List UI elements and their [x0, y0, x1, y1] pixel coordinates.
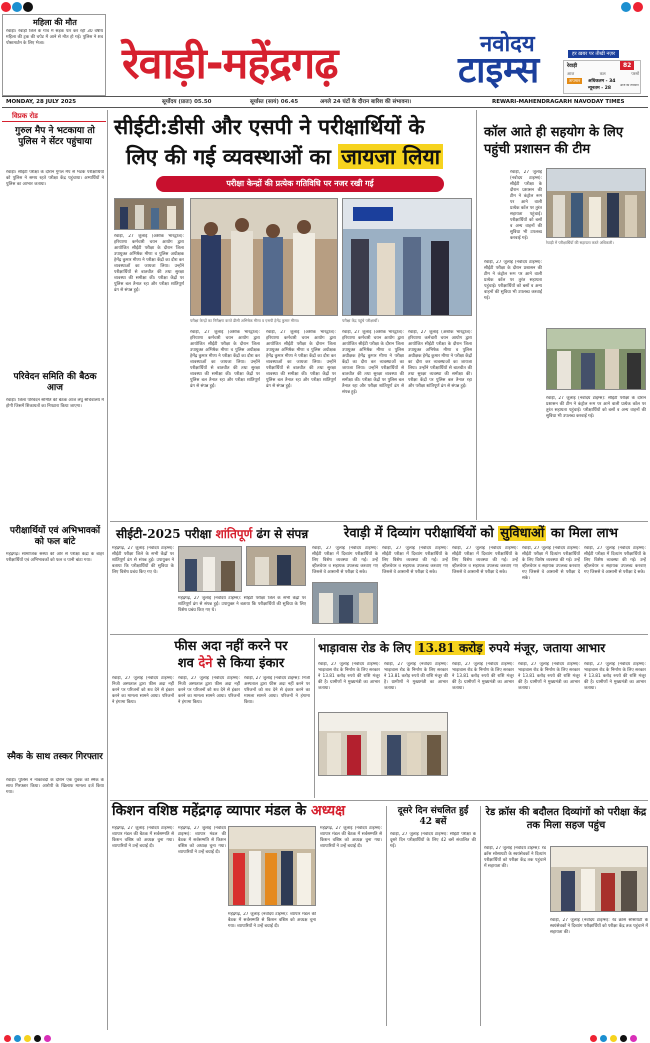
lead-subhead: परीक्षा केन्द्रों की प्रत्येक गतिविधि पर नजर रखी गई [226, 179, 374, 188]
lead-body-col2: रेवाड़ी, 27 जुलाई (अशोक भारद्वाज): हरियाणा कर्मचारी चयन आयोग द्वारा आयोजित सीईटी परीक्षा के दौरान जिला उपायुक्त अभिषेक मीणा व पुलिस अधीक्षक हेमेंद्र कुमार मीणा ने परीक्षा केंद्रों का दौरा कर व्यवस्थाओं का जायजा लिया। उन्होंने परीक्षार्थियों से बातचीत की तथा सुरक्षा व्यवस्था की समीक्षा की। परीक्षा केंद्रों पर पुलिस बल तैनात रहा और परीक्षा शांतिपूर्ण ढंग से संपन्न हुई। [190, 330, 260, 389]
row4-right-photo-image [551, 847, 648, 912]
lead-caption-1: परीक्षा केन्द्रों का निरीक्षण करते डीसी अभिषेक मीणा व एसपी हेमेंद्र कुमार मीणा। [190, 318, 300, 323]
lead-headline-2 [126, 144, 443, 170]
date-text: MONDAY, 28 JULY 2025 [6, 99, 77, 105]
row3-left-headline-line1: फीस अदा नहीं करने पर [174, 639, 288, 654]
row4-left-body-col2: महेंद्रगढ़, 27 जुलाई (नवोदय टाइम्स): व्यापार मंडल की बैठक में सर्वसम्मति से किशन वशिष्ठ को अध्यक्ष चुना गया। व्यापारियों ने उन्हें बधाई दी। [178, 826, 226, 855]
paper-name: REWARI-MAHENDRAGARH NAVODAY TIMES [492, 99, 625, 105]
row4-left-body-col4: महेंद्रगढ़, 27 जुलाई (नवोदय टाइम्स): व्यापार मंडल की बैठक में सर्वसम्मति से किशन वशिष्ठ को अध्यक्ष चुना गया। व्यापारियों ने उन्हें बधाई दी। [320, 826, 382, 849]
sidebar-story1-title: गुरुल मैप ने भटकाया तो पुलिस ने सेंटर पहुंचाया [15, 126, 95, 147]
sidebar-box-text: रेवाड़ी। रेवाड़ी जिले के गांव में सड़क पार कर रही 30 वर्षीय महिला की ट्रक की चपेट में आने से मौत हो गई। पुलिस ने शव पोस्टमार्टम के लिए भेजा। [6, 29, 103, 46]
row3-right-body-col3: रेवाड़ी, 27 जुलाई (नवोदय टाइम्स): भाड़ावास रोड के निर्माण के लिए सरकार ने 13.81 करोड़ रुपये की राशि मंजूर की है। ग्रामीणों ने मुख्यमंत्री का आभार जताया। [452, 662, 514, 691]
right-top-body-col2: रेवाड़ी, 27 जुलाई (नवोदय टाइम्स): सीईटी परीक्षा के दौरान प्रशासन की टीम ने कंट्रोल रूम पर आने वाली प्रत्येक कॉल पर तुरंत सहायता पहुंचाई। परीक्षार्थियों को बसों व अन्य वाहनों की सुविधा भी उपलब्ध करवाई गई। [484, 260, 542, 301]
right-top-photo-2 [546, 328, 646, 390]
masthead-title-left: रेवाड़ी-महेंद्रगढ़ [122, 39, 338, 89]
lead-body-col3: रेवाड़ी, 27 जुलाई (अशोक भारद्वाज): हरियाणा कर्मचारी चयन आयोग द्वारा आयोजित सीईटी परीक्षा के दौरान जिला उपायुक्त अभिषेक मीणा व पुलिस अधीक्षक हेमेंद्र कुमार मीणा ने परीक्षा केंद्रों का दौरा कर व्यवस्थाओं का जायजा लिया। उन्होंने परीक्षार्थियों से बातचीत की तथा सुरक्षा व्यवस्था की समीक्षा की। परीक्षा केंद्रों पर पुलिस बल तैनात रहा और परीक्षा शांतिपूर्ण ढंग से संपन्न हुई। [266, 330, 336, 389]
row2-left-highlight: शांतिपूर्ण [215, 527, 253, 541]
weather-stat-dayafter: परसों [631, 71, 639, 76]
row4-mid-headline: दूसरे दिन संचलित हुईं 42 बसें [397, 806, 469, 827]
row4-left-photo-image [229, 827, 316, 906]
forecast-text: अगले 24 घंटों के दौरान बारिश की संभावना। [320, 99, 412, 105]
row2-right-body-col3: रेवाड़ी, 27 जुलाई (नवोदय टाइम्स): सीईटी परीक्षा में दिव्यांग परीक्षार्थियों के लिए विशेष व्यवस्था की गई। उन्हें व्हीलचेयर व सहायक उपलब्ध करवाए गए जिससे वे आसानी से परीक्षा दे सके। [452, 546, 518, 575]
sidebar-story2-text: रेवाड़ी। जिला परिवेदन समिति की बैठक आज लघु सचिवालय में होगी जिसमें शिकायतों का निपटारा किया जाएगा। [6, 398, 104, 409]
registration-mark-red-right [633, 2, 643, 12]
lead-photo-1-image [115, 199, 184, 230]
sunset-text: सूर्यास्त (सायं) 06.45 [250, 99, 299, 105]
row2-left-rest: ढंग से संपन्न [256, 527, 309, 541]
right-top-photo-2-image [547, 329, 646, 390]
row4-right-body-col2: रेवाड़ी, 27 जुलाई (नवोदय टाइम्स): रेड क्रॉस सोसायटी के स्वयंसेवकों ने दिव्यांग परीक्षार्थियों को परीक्षा केंद्र तक पहुंचाने में सहायता की। [550, 918, 648, 935]
lead-photo-1 [114, 198, 184, 230]
row4-right-photo [550, 846, 648, 912]
lead-photo-2-image [191, 199, 338, 316]
row3-left-body-col3: रेवाड़ी, 27 जुलाई (नवोदय टाइम्स): निजी अस्पताल द्वारा फीस अदा नहीं करने पर परिजनों को शव देने से इंकार करने का मामला सामने आया। परिजनों ने हंगामा किया। [244, 676, 310, 705]
lead-body-col1: रेवाड़ी, 27 जुलाई (अशोक भारद्वाज): हरियाणा कर्मचारी चयन आयोग द्वारा आयोजित सीईटी परीक्षा के दौरान जिला उपायुक्त अभिषेक मीणा व पुलिस अधीक्षक हेमेंद्र कुमार मीणा ने परीक्षा केंद्रों का दौरा कर व्यवस्थाओं का जायजा लिया। उन्होंने परीक्षार्थियों से बातचीत की तथा सुरक्षा व्यवस्था की समीक्षा की। परीक्षा केंद्रों पर पुलिस बल तैनात रहा और परीक्षा शांतिपूर्ण ढंग से संपन्न हुई। [114, 234, 184, 293]
row3-right-photo [318, 712, 448, 776]
right-top-story [480, 110, 648, 520]
weather-stats [567, 71, 639, 77]
row2-left-headline-text: सीईटी-2025 परीक्षा [116, 527, 212, 541]
row2-left-photo-image [179, 547, 242, 592]
row3-right-body-col1: रेवाड़ी, 27 जुलाई (नवोदय टाइम्स): भाड़ावास रोड के निर्माण के लिए सरकार ने 13.81 करोड़ रुपये की राशि मंजूर की है। ग्रामीणों ने मुख्यमंत्री का आभार जताया। [318, 662, 380, 691]
right-top-body-col1: रेवाड़ी, 27 जुलाई (नवोदय टाइम्स): सीईटी परीक्षा के दौरान प्रशासन की टीम ने कंट्रोल रूम पर आने वाली प्रत्येक कॉल पर तुरंत सहायता पहुंचाई। परीक्षार्थियों को बसों व अन्य वाहनों की सुविधा भी उपलब्ध करवाई गई। [510, 170, 542, 241]
row3-right-headline [318, 640, 648, 656]
lead-photo-3-image [343, 199, 472, 316]
city-label: रेवाड़ी [567, 63, 578, 69]
weather-stat-today: आज [567, 71, 575, 76]
corner-number: 82 [620, 61, 634, 70]
promo-line: हर ख़बर पर तीखी नज़र [568, 50, 619, 58]
row3-right-highlight: 13.81 करोड़ [417, 641, 483, 655]
right-top-caption: रेवाड़ी में परीक्षार्थियों की सहायता करते अधिकारी। [546, 240, 614, 245]
row3-left-body-col1: रेवाड़ी, 27 जुलाई (नवोदय टाइम्स): निजी अस्पताल द्वारा फीस अदा नहीं करने पर परिजनों को शव देने से इंकार करने का मामला सामने आया। परिजनों ने हंगामा किया। [112, 676, 174, 705]
city-note: आज का तापमान [620, 83, 639, 87]
row2-right-photo [312, 582, 378, 624]
lead-body-col4: रेवाड़ी, 27 जुलाई (अशोक भारद्वाज): हरियाणा कर्मचारी चयन आयोग द्वारा आयोजित सीईटी परीक्षा के दौरान जिला उपायुक्त अभिषेक मीणा व पुलिस अधीक्षक हेमेंद्र कुमार मीणा ने परीक्षा केंद्रों का दौरा कर व्यवस्थाओं का जायजा लिया। उन्होंने परीक्षार्थियों से बातचीत की तथा सुरक्षा व्यवस्था की समीक्षा की। परीक्षा केंद्रों पर पुलिस बल तैनात रहा और परीक्षा शांतिपूर्ण ढंग से संपन्न हुई। [342, 330, 404, 395]
right-top-headline [484, 124, 646, 158]
lead-headline-2-text: लिए की गई व्यवस्थाओं का [126, 144, 331, 169]
masthead [108, 16, 650, 96]
registration-mark-cyan-right [621, 2, 631, 12]
dateline-bar [2, 96, 648, 108]
row4-left-highlight: अध्यक्ष [311, 803, 346, 819]
row2-left-photo-2 [246, 546, 306, 586]
lead-caption-2: परीक्षा केंद्र पहुंचे परीक्षार्थी। [342, 318, 379, 323]
right-top-headline-text: कॉल आते ही सहयोग के लिए पहुंची प्रशासन की टीम [484, 125, 624, 157]
row3-left-headline-2a: शव [177, 656, 194, 671]
sunrise-text: सूर्योदय (प्रातः) 05.50 [162, 99, 212, 105]
row4-left-body-col3: महेंद्रगढ़, 27 जुलाई (नवोदय टाइम्स): व्यापार मंडल की बैठक में सर्वसम्मति से किशन वशिष्ठ को अध्यक्ष चुना गया। व्यापारियों ने उन्हें बधाई दी। [228, 912, 316, 929]
weather-stat-tomorrow: कल [599, 71, 606, 76]
row3-left-highlight: देने [198, 656, 213, 671]
sidebar-story4-title: स्मैक के साथ तस्कर गिरफ्तार [7, 752, 103, 762]
row2-right-body-col4: रेवाड़ी, 27 जुलाई (नवोदय टाइम्स): सीईटी परीक्षा में दिव्यांग परीक्षार्थियों के लिए विशेष व्यवस्था की गई। उन्हें व्हीलचेयर व सहायक उपलब्ध करवाए गए जिससे वे आसानी से परीक्षा दे सके। [522, 546, 580, 581]
row2-left-headline [116, 526, 308, 542]
row2-left-photo-2-image [247, 547, 306, 586]
sidebar-box [2, 14, 106, 96]
row3-right-body-col4: रेवाड़ी, 27 जुलाई (नवोदय टाइम्स): भाड़ावास रोड के निर्माण के लिए सरकार ने 13.81 करोड़ रुपये की राशि मंजूर की है। ग्रामीणों ने मुख्यमंत्री का आभार जताया। [518, 662, 580, 691]
registration-mark-cyan [12, 2, 22, 12]
lead-headline-highlight: जायजा लिया [338, 144, 443, 169]
sidebar-story3-title: परीक्षार्थियों एवं अभिभावकों को फल बांटे [9, 526, 101, 547]
sidebar-story1-text: रेवाड़ी। सीईटी परीक्षा के दौरान गुगल मैप से भटके परीक्षार्थियों को पुलिस ने समय रहते परीक्षा केंद्र पहुंचाया। अभ्यर्थियों ने पुलिस का आभार जताया। [6, 170, 104, 187]
row4-left-photo [228, 826, 316, 906]
lead-subhead-banner [156, 176, 444, 192]
section-label: विप्रक रोड [2, 110, 106, 122]
right-top-photo-image [547, 169, 646, 238]
row2-right-body-col2: रेवाड़ी, 27 जुलाई (नवोदय टाइम्स): सीईटी परीक्षा में दिव्यांग परीक्षार्थियों के लिए विशेष व्यवस्था की गई। उन्हें व्हीलचेयर व सहायक उपलब्ध करवाए गए जिससे वे आसानी से परीक्षा दे सके। [382, 546, 448, 575]
lead-photo-3 [342, 198, 472, 316]
masthead-brand-top: नवोदय [480, 32, 535, 57]
weather-max: अधिकतम - 34 [588, 79, 616, 84]
row2-right-body-col5: रेवाड़ी, 27 जुलाई (नवोदय टाइम्स): सीईटी परीक्षा में दिव्यांग परीक्षार्थियों के लिए विशेष व्यवस्था की गई। उन्हें व्हीलचेयर व सहायक उपलब्ध करवाए गए जिससे वे आसानी से परीक्षा दे सके। [584, 546, 646, 575]
row3-left-headline [146, 638, 316, 672]
row4-right-headline: रेड क्रॉस की बदौलत दिव्यांगों को परीक्षा केंद्र तक मिला सहज पहुंच [485, 807, 647, 831]
weather-min: न्यूनतम - 28 [588, 86, 611, 91]
lead-headline-1: सीईटी:डीसी और एसपी ने परीक्षार्थियों के [114, 114, 425, 139]
right-top-photo [546, 168, 646, 238]
weather-label: तापमान [569, 78, 581, 83]
bottom-registration-left [4, 1035, 51, 1042]
masthead-brand-bottom: टाइम्स [458, 50, 540, 91]
row3-right-body-col2: रेवाड़ी, 27 जुलाई (नवोदय टाइम्स): भाड़ावास रोड के निर्माण के लिए सरकार ने 13.81 करोड़ रुपये की राशि मंजूर की है। ग्रामीणों ने मुख्यमंत्री का आभार जताया। [384, 662, 448, 691]
row2-right-headline-text: रेवाड़ी में दिव्यांग परीक्षार्थियों को [344, 526, 494, 541]
registration-mark-black [23, 2, 33, 12]
registration-mark-red [1, 2, 11, 12]
row2-right-headline [344, 526, 618, 542]
row4-left-body-col1: महेंद्रगढ़, 27 जुलाई (नवोदय टाइम्स): व्यापार मंडल की बैठक में सर्वसम्मति से किशन वशिष्ठ को अध्यक्ष चुना गया। व्यापारियों ने उन्हें बधाई दी। [112, 826, 174, 849]
row3-right-headline-b: रुपये मंजूर, जताया आभार [488, 641, 606, 655]
sidebar-story4-text: रेवाड़ी। पुलिस ने नाकाबंदी के दौरान एक युवक को स्मैक के साथ गिरफ्तार किया। आरोपी के खिलाफ मामला दर्ज किया गया। [6, 778, 104, 795]
lead-body-col5: रेवाड़ी, 27 जुलाई (अशोक भारद्वाज): हरियाणा कर्मचारी चयन आयोग द्वारा आयोजित सीईटी परीक्षा के दौरान जिला उपायुक्त अभिषेक मीणा व पुलिस अधीक्षक हेमेंद्र कुमार मीणा ने परीक्षा केंद्रों का दौरा कर व्यवस्थाओं का जायजा लिया। उन्होंने परीक्षार्थियों से बातचीत की तथा सुरक्षा व्यवस्था की समीक्षा की। परीक्षा केंद्रों पर पुलिस बल तैनात रहा और परीक्षा शांतिपूर्ण ढंग से संपन्न हुई। [408, 330, 472, 389]
lead-story [110, 110, 474, 520]
row3-right-headline-a: भाड़ावास रोड के लिए [318, 641, 412, 655]
row2-left-body: महेंद्रगढ़, 27 जुलाई (नवोदय टाइम्स): सीईटी परीक्षा जिले के सभी केंद्रों पर शांतिपूर्ण ढंग से संपन्न हुई। उपायुक्त ने बताया कि परीक्षार्थियों की सुविधा के लिए विशेष प्रबंध किए गए थे। [112, 546, 174, 575]
sidebar-box-title: महिला की मौत [33, 17, 77, 27]
right-top-body-col3: रेवाड़ी, 27 जुलाई (नवोदय टाइम्स): सीईटी परीक्षा के दौरान प्रशासन की टीम ने कंट्रोल रूम पर आने वाली प्रत्येक कॉल पर तुरंत सहायता पहुंचाई। परीक्षार्थियों को बसों व अन्य वाहनों की सुविधा भी उपलब्ध करवाई गई। [546, 396, 646, 419]
row2-left-body-2: महेंद्रगढ़, 27 जुलाई (नवोदय टाइम्स): सीईटी परीक्षा जिले के सभी केंद्रों पर शांतिपूर्ण ढंग से संपन्न हुई। उपायुक्त ने बताया कि परीक्षार्थियों की सुविधा के लिए विशेष प्रबंध किए गए थे। [178, 596, 306, 613]
sidebar-story2-title: परिवेदन समिति की बैठक आज [13, 372, 97, 393]
lead-photo-2 [190, 198, 338, 316]
row3-left-body-col2: रेवाड़ी, 27 जुलाई (नवोदय टाइम्स): निजी अस्पताल द्वारा फीस अदा नहीं करने पर परिजनों को शव देने से इंकार करने का मामला सामने आया। परिजनों ने हंगामा किया। [178, 676, 240, 705]
row3-right-photo-image [319, 713, 448, 776]
row2-left-photo [178, 546, 242, 592]
row4-mid-body: रेवाड़ी, 27 जुलाई (नवोदय टाइम्स): सीईटी परीक्षा के दूसरे दिन परीक्षार्थियों के लिए 42 बसें संचालित की गईं। [390, 832, 476, 849]
sidebar-story3-text: महेंद्रगढ़। सामाजिक संस्था की ओर से परीक्षा केंद्रों के बाहर परीक्षार्थियों एवं अभिभावकों को फल व पानी बांटा गया। [6, 552, 104, 563]
row4-right-body-col1: रेवाड़ी, 27 जुलाई (नवोदय टाइम्स): रेड क्रॉस सोसायटी के स्वयंसेवकों ने दिव्यांग परीक्षार्थियों को परीक्षा केंद्र तक पहुंचाने में सहायता की। [484, 846, 546, 869]
row3-left-headline-2b: से किया इंकार [217, 656, 285, 671]
row2-right-rest: का मिला लाभ [550, 526, 618, 541]
row2-right-photo-image [313, 583, 378, 624]
row2-right-highlight: सुविधाओं [500, 526, 545, 541]
row3-left-headline-line2 [146, 655, 316, 672]
weather-box [563, 60, 641, 94]
row4-left-headline-text: किशन वशिष्ठ महेंद्रगढ़ व्यापार मंडल के [112, 803, 307, 819]
bottom-registration-right [590, 1035, 637, 1042]
row2-right-body-col1: रेवाड़ी, 27 जुलाई (नवोदय टाइम्स): सीईटी परीक्षा में दिव्यांग परीक्षार्थियों के लिए विशेष व्यवस्था की गई। उन्हें व्हीलचेयर व सहायक उपलब्ध करवाए गए जिससे वे आसानी से परीक्षा दे सके। [312, 546, 378, 575]
row3-right-body-col5: रेवाड़ी, 27 जुलाई (नवोदय टाइम्स): भाड़ावास रोड के निर्माण के लिए सरकार ने 13.81 करोड़ रुपये की राशि मंजूर की है। ग्रामीणों ने मुख्यमंत्री का आभार जताया। [584, 662, 646, 691]
